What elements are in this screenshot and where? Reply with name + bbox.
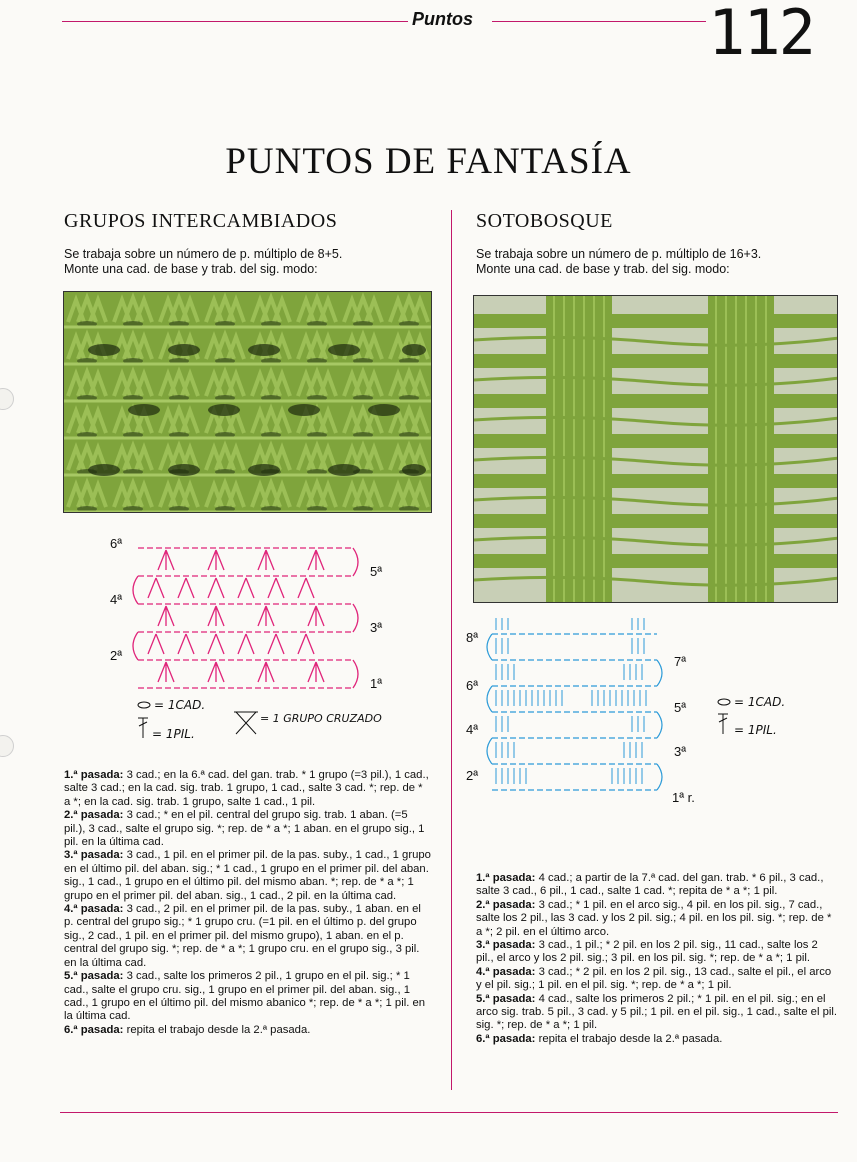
instruction-row [476, 872, 838, 899]
right-swatch-photo [473, 295, 838, 603]
row-text: repita el trabajo desde la 2.ª pasada. [123, 1023, 311, 1036]
row-label: 4ª [110, 592, 123, 607]
row-label: 1.ª pasada: [476, 872, 536, 884]
row-label: 4.ª pasada: [64, 903, 124, 916]
binder-hole [0, 388, 14, 410]
instruction-row [476, 939, 838, 966]
left-intro-line: Monte una cad. de base y trab. del sig. modo: [64, 262, 318, 276]
left-intro [64, 247, 342, 277]
instruction-row [476, 1033, 838, 1046]
row-text: 3 cad.; * 1 pil. en el arco sig., 4 pil. en los pil. sig., 7 cad., salte los 2 pil., las 3 cad. y los 2 pil. sig.; 4 pil. en los pil. sig. *; rep. de * a *; 2 pil. en el último arco. [476, 898, 832, 938]
header-rule-right [492, 21, 706, 22]
row-label: 5.ª pasada: [64, 970, 124, 983]
row-label: 6ª [110, 536, 123, 551]
crochet-swatch-image [474, 296, 838, 603]
row-label: 3ª [674, 744, 687, 759]
legend-chain [138, 698, 205, 712]
instruction-row [64, 809, 431, 849]
legend-chain [718, 695, 785, 709]
left-intro-line: Se trabaja sobre un número de p. múltiplo de 8+5. [64, 247, 343, 261]
legend-text: = 1CAD. [734, 695, 786, 709]
right-heading: SOTOBOSQUE [476, 210, 613, 232]
row-label: 5.ª pasada: [476, 992, 536, 1005]
instruction-row [64, 769, 431, 809]
row-label: 3.ª pasada: [64, 849, 124, 862]
row-text: 3 cad.; * en el pil. central del grupo sig. trab. 1 aban. (=5 pil.), 3 cad., salte el grupo sig. *; rep. de * a *; 1 aban. en el grupo sig., 1 pil. en la última cad. [64, 809, 425, 849]
instruction-row [476, 993, 838, 1033]
right-intro-line: Monte una cad. de base y trab. del sig. modo: [476, 262, 730, 276]
row-label: 2ª [466, 768, 479, 783]
row-label: 1ª [370, 676, 383, 691]
instruction-row [64, 903, 431, 970]
row-label: 1ª r. [672, 790, 695, 805]
row-label: 3ª [370, 620, 383, 635]
left-stitch-diagram [108, 522, 408, 752]
legend-dc [718, 714, 777, 737]
row-text: 3 cad., 1 pil. en el primer pil. de la pas. suby., 1 cad., 1 grupo en el último pil. del aban. sig.; * 1 cad., 1 grupo en el primer pil. del aban. sig., 1 cad., 1 grupo en el último pil. del mismo aban. *; rep. de * a *; 1 grupo en el primer pil. del aban. sig., 1 cad., 2 pil. en la última cad. [64, 849, 431, 902]
row-label: 1.ª pasada: [64, 769, 124, 781]
section-label: Puntos [412, 9, 473, 29]
legend-dc [138, 718, 195, 741]
row-label: 6ª [466, 678, 479, 693]
left-swatch-photo [63, 291, 432, 513]
row-text: 3 cad., 1 pil.; * 2 pil. en los 2 pil. sig., 11 cad., salte los 2 pil., el arco y los 2 pil. sig.; 3 pil. en los pil. sig. *; rep. de * a *; 1 pil. [476, 939, 818, 965]
legend-text: = 1 GRUPO CRUZADO [260, 712, 382, 725]
column-divider [451, 210, 452, 1090]
row-text: 3 cad., 2 pil. en el primer pil. de la pas. suby., 1 aban. en el p. central del grupo sig.; * 1 grupo cru. (=1 pil. en el último p. del grupo sig., 2 cad., 1 pil. en el primer pil. del mismo grupo), 1 aban. en el p. central del grupo sig. *; rep. de * a *; 1 grupo cru. en el grupo sig., 3 pil. en la última cad. [64, 903, 421, 969]
left-heading: GRUPOS INTERCAMBIADOS [64, 210, 338, 232]
row-label: 4ª [466, 722, 479, 737]
row-text: repita el trabajo desde la 2.ª pasada. [535, 1032, 723, 1045]
row-text: 4 cad.; a partir de la 7.ª cad. del gan. trab. * 6 pil., 3 cad., salte 3 cad., 6 pil., 1 cad., salte 1 cad. *; repita de * a *; 1 pil. [476, 872, 824, 898]
right-stitch-diagram [462, 618, 822, 818]
right-instructions [476, 872, 838, 1046]
page-number: 112 [708, 0, 814, 69]
row-label: 2.ª pasada: [476, 898, 536, 911]
instruction-row [476, 899, 838, 939]
legend-cross-group [234, 712, 382, 734]
footer-rule [60, 1112, 838, 1113]
legend-text: = 1PIL. [152, 727, 195, 741]
instruction-row [476, 966, 838, 993]
instruction-row [64, 970, 431, 1024]
right-intro [476, 247, 761, 277]
left-instructions [64, 769, 431, 1037]
row-label: 5ª [674, 700, 687, 715]
row-label: 4.ª pasada: [476, 965, 536, 978]
header-rule-left [62, 21, 408, 22]
row-label: 2.ª pasada: [64, 809, 124, 822]
page-title: PUNTOS DE FANTASÍA [225, 141, 632, 182]
legend-text: = 1CAD. [154, 698, 206, 712]
right-intro-line: Se trabaja sobre un número de p. múltiplo de 16+3. [476, 247, 762, 261]
crochet-swatch-image [64, 292, 432, 513]
legend-text: = 1PIL. [734, 723, 777, 737]
row-label: 6.ª pasada: [64, 1023, 124, 1036]
row-label: 3.ª pasada: [476, 939, 536, 952]
row-text: 3 cad.; * 2 pil. en los 2 pil. sig., 13 cad., salte el pil., el arco y el pil. sig.; 1 pil. en el pil. sig. *; rep. de * a *; 1 pil. [476, 965, 832, 992]
binder-hole [0, 735, 14, 757]
row-label: 5ª [370, 564, 383, 579]
row-text: 4 cad., salte los primeros 2 pil.; * 1 pil. en el pil. sig.; en el arco sig. trab. 5 pil., 3 cad. y 5 pil.; 1 pil. en el pil. sig., 1 cad., salte el pil. sig. *; rep. de * a *; 1 pil. [476, 992, 838, 1032]
row-label: 6.ª pasada: [476, 1032, 536, 1045]
row-text: 3 cad.; en la 6.ª cad. del gan. trab. * 1 grupo (=3 pil.), 1 cad., salte 3 cad.; en la cad. sig. trab. 1 grupo, 1 cad., salte 3 cad. *; rep. de * a *; en la cad. sig. trab. 1 grupo, salte 1 cad., 1 pil. [64, 769, 429, 808]
instruction-row [64, 849, 431, 903]
row-text: 3 cad., salte los primeros 2 pil., 1 grupo en el pil. sig.; * 1 cad., salte el grupo cru. sig., 1 grupo en el primer pil. del aban. sig., 1 cad., 1 grupo en el último pil. del mismo abanico *; rep. de * a *; 1 pil. en la última cad. [64, 970, 426, 1023]
instruction-row [64, 1024, 431, 1037]
row-label: 2ª [110, 648, 123, 663]
row-label: 8ª [466, 630, 479, 645]
row-label: 7ª [674, 654, 687, 669]
